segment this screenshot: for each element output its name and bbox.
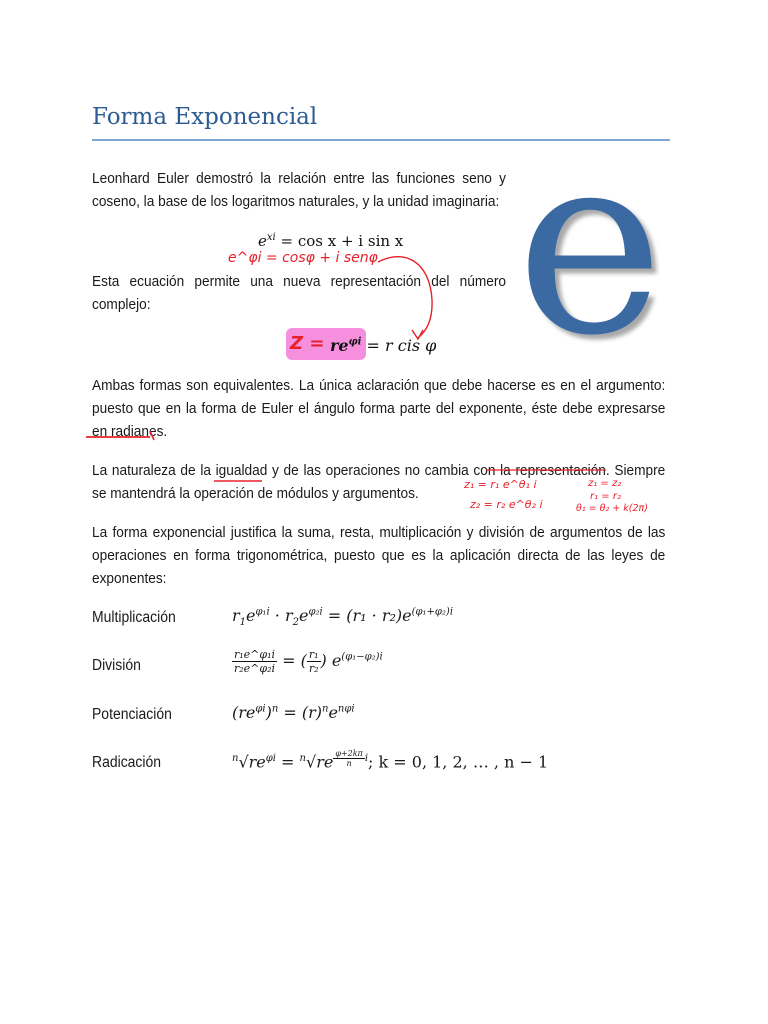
handwritten-z-label: Z = xyxy=(290,333,325,354)
label-radicacion: Radicación xyxy=(92,754,162,771)
paragraph-equivalence: Ambas formas son equivalentes. La única aclaración que debe hacerse es en el argumento: puesto que en la forma de Euler el ángulo forma parte del exponente, éste debe expresarse en radianes. xyxy=(92,377,666,440)
paragraph-exponent-laws: La forma exponencial justifica la suma, resta, multiplicación y división de argumentos de las operaciones en forma trigonométrica, puesto que es la aplicación directa de las leyes de exponentes: xyxy=(92,524,666,587)
formula-multiplicacion: $r_1e^{\varphi_1i} \cdot r_2e^{\varphi_2i} = (r_1 \cdot r_2)e^{(\varphi_1+\varphi_2)i}$ xyxy=(232,606,454,629)
label-division: División xyxy=(92,657,141,674)
handwritten-euler-note: e^φi = cosφ + i senφ xyxy=(228,250,378,266)
paragraph-new-representation: Esta ecuación permite una nueva representación del número complejo: xyxy=(92,273,506,313)
label-multiplicacion: Multiplicación xyxy=(92,609,176,626)
label-potenciacion: Potenciación xyxy=(92,706,172,723)
handwritten-theta-rule: θ₁ = θ₂ + k(2π) xyxy=(576,503,648,514)
handwritten-r-equal: r₁ = r₂ xyxy=(590,491,621,502)
euler-equation: $e^{xi} = \cos x + i$ sin x xyxy=(258,232,404,250)
page-title: Forma Exponencial xyxy=(92,104,318,130)
handwritten-z2: z₂ = r₂ e^θ₂ i xyxy=(470,498,543,511)
handwritten-z-equal: z₁ = z₂ xyxy=(588,478,622,489)
paragraph-euler-intro: Leonhard Euler demostró la relación entre las funciones seno y coseno, la base de los logaritmos naturales, y la unidad imaginaria: xyxy=(92,170,506,210)
handwritten-z1: z₁ = r₁ e^θ₁ i xyxy=(464,478,537,491)
paragraph-equality: La naturaleza de la igualdad y de las operaciones no cambia con la representación. Siempre se mantendrá la operación de módulos y argumentos. xyxy=(92,462,666,502)
exponential-form-equation: $re^{\varphi i} = r$ cis φ xyxy=(330,336,437,355)
euler-e-logo: e xyxy=(516,99,664,390)
formula-potenciacion: $(re^{\varphi i})^n = (r)^ne^{n\varphi i}$ xyxy=(232,703,355,722)
formula-division: $\frac{\text{r₁e\textasciicircum{}φ₁i}}{\text{r₂e\textasciicircum{}φ₂i}}$ = ( $\frac{\text{r₁}}{\text{r₂}}$ ) $e^{(\varphi_1-\varphi_2)i}$ xyxy=(234,648,383,675)
formula-radicacion: $^n√re^{\varphi i} = ^n√re$ $^{\frac{\varphi+2k\pi}{n} i}$; k = 0, 1, 2, … , n − 1 xyxy=(232,749,549,772)
